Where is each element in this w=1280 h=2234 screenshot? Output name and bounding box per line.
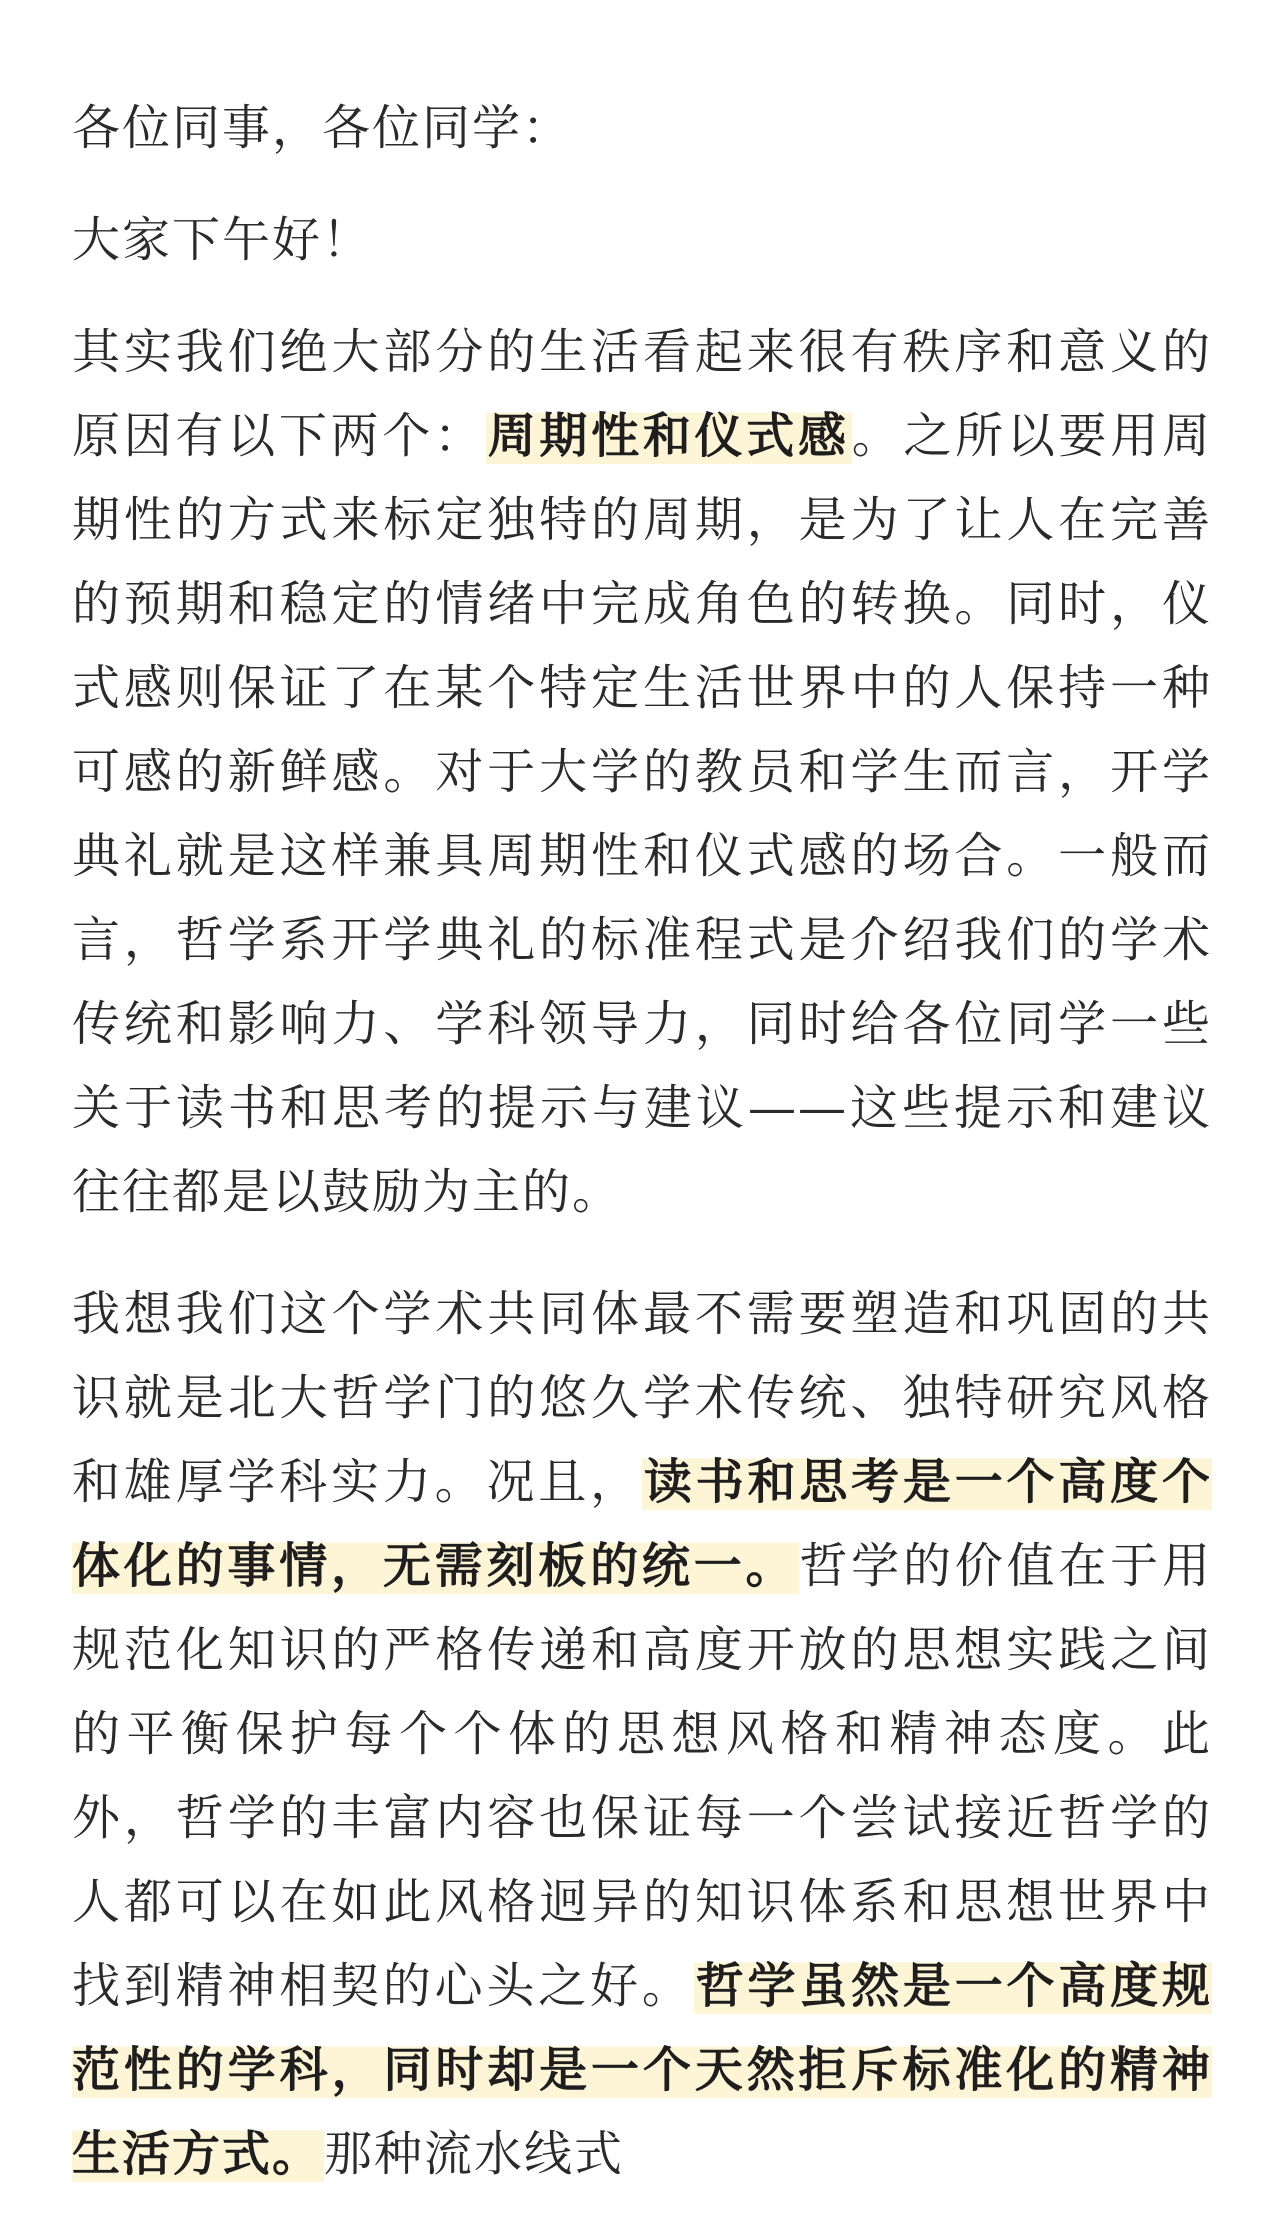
paragraph-2-text-c: 那种流水线式: [324, 2126, 625, 2182]
paragraph-1-text-a: 其实我们绝大部分的生活看起来很有秩序和意义的原因有以下两个：: [72, 324, 1212, 464]
paragraph-2: [72, 1272, 1212, 2196]
salutation: 各位同事，各位同学：: [72, 100, 573, 156]
paragraph-1-text-b: 。之所以要用周期性的方式来标定独特的周期，是为了让人在完善的预期和稳定的情绪中完成角色的转换。同时，仪式感则保证了在某个特定生活世界中的人保持一种可感的新鲜感。对于大学的教员和学生而言，开学典礼就是这样兼具周期性和仪式感的场合。一般而言，哲学系开学典礼的标准程式是介绍我们的学术传统和影响力、学科领导力，同时给各位同学一些关于读书和思考的提示与建议——这些提示和建议往往都是以鼓励为主的。: [72, 408, 1212, 1220]
paragraph-2-text-a: 我想我们这个学术共同体最不需要塑造和巩固的共识就是北大哲学门的悠久学术传统、独特研究风格和雄厚学科实力。况且，: [72, 1286, 1212, 1510]
article-body: [72, 86, 1212, 2234]
paragraph-2-text-b: 哲学的价值在于用规范化知识的严格传递和高度开放的思想实践之间的平衡保护每个个体的思想风格和精神态度。此外，哲学的丰富内容也保证每一个尝试接近哲学的人都可以在如此风格迥异的知识体系和思想世界中找到精神相契的心头之好。: [72, 1538, 1212, 2014]
highlight-philosophy-normative: 哲学虽然是一个高度规范性的学科，同时却是一个天然拒斥标准化的精神生活方式。: [72, 1958, 1212, 2182]
greeting: 大家下午好！: [72, 212, 373, 268]
highlight-individual-reading: 读书和思考是一个高度个体化的事情，无需刻板的统一。: [72, 1454, 1212, 1594]
highlight-periodicity-ritual: 周期性和仪式感: [487, 408, 850, 464]
paragraph-1: [72, 310, 1212, 1234]
